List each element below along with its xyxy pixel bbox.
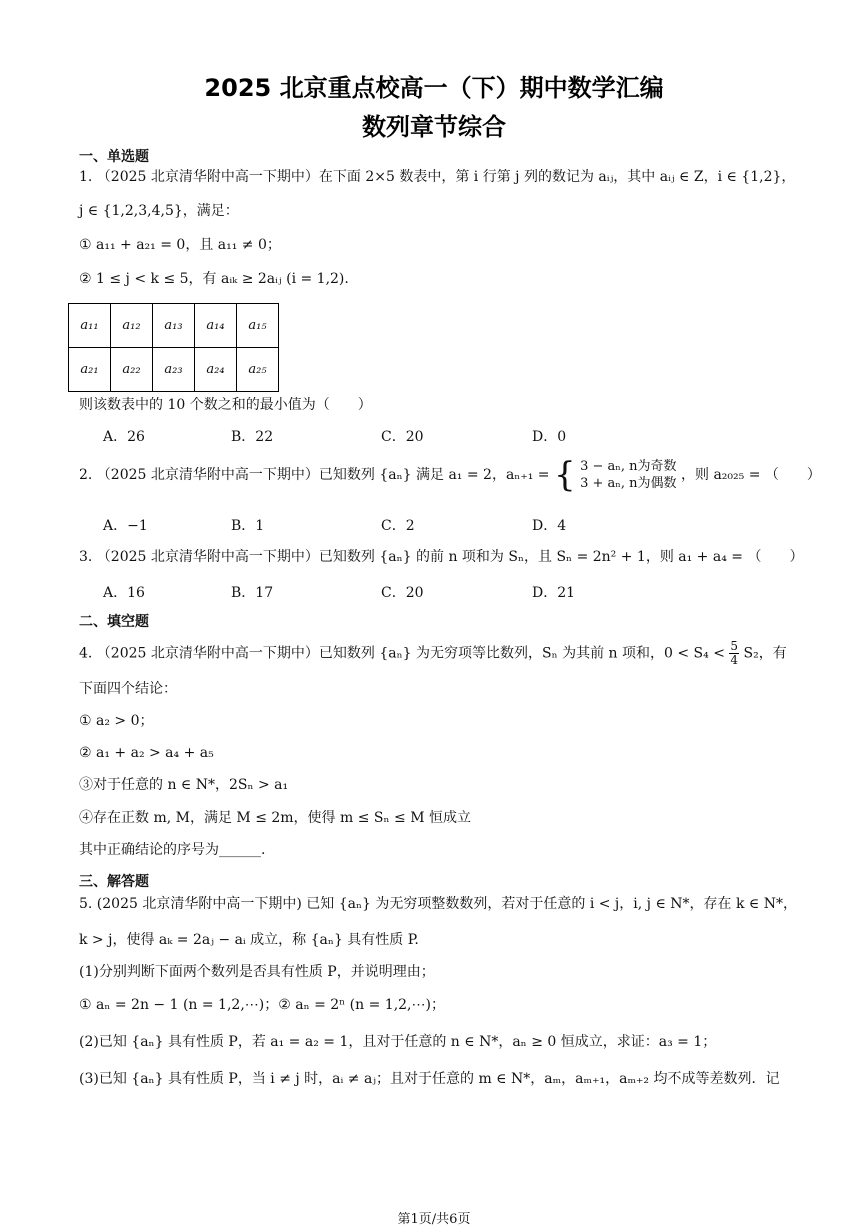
q2-option-c: C．2 (381, 518, 415, 534)
q2-option-d: D．4 (532, 518, 567, 534)
q4-stem-prefix: 4. （2025 北京清华附中高一下期中）已知数列 {aₙ} 为无穷项等比数列，Sₙ 为其前 n 项和，0 < S₄ < (79, 645, 725, 662)
table-cell: a₁₂ (111, 304, 153, 348)
q2-case-even: 3 + aₙ, n为偶数 (580, 476, 677, 491)
q4-fraction (729, 640, 739, 667)
q1-option-a: A．26 (103, 429, 145, 445)
q1-option-d: D．0 (532, 429, 567, 445)
q3-option-d: D．21 (532, 585, 576, 601)
q2-stem-suffix: ，则 a₂₀₂₅ = （ ） (681, 467, 821, 483)
table-cell: a₁₃ (153, 304, 195, 348)
q1-stem-end: 则该数表中的 10 个数之和的最小值为（ ） (79, 397, 372, 413)
q2-stem-prefix: 2. （2025 北京清华附中高一下期中）已知数列 {aₙ} 满足 a₁ = 2，aₙ₊₁ = (79, 467, 550, 483)
table-cell: a₂₅ (237, 348, 279, 392)
q5-stem-line1: 5. (2025 北京清华附中高一下期中) 已知 {aₙ} 为无穷项整数数列，若对于任意的 i < j，i, j ∈ N*，存在 k ∈ N*， (79, 896, 797, 912)
q4-stem (79, 640, 787, 667)
q2-option-a: A．−1 (103, 518, 148, 534)
q5-stem-line2: k > j，使得 aₖ = 2aⱼ − aᵢ 成立，称 {aₙ} 具有性质 P. (79, 932, 419, 948)
q4-conclusion-4: ④存在正数 m, M，满足 M ≤ 2m，使得 m ≤ Sₙ ≤ M 恒成立 (79, 810, 471, 826)
table-row (69, 348, 279, 392)
q3-stem: 3. （2025 北京清华附中高一下期中）已知数列 {aₙ} 的前 n 项和为 Sₙ，且 Sₙ = 2n² + 1，则 a₁ + a₄ = （ ） (79, 549, 804, 565)
q4-end: 其中正确结论的序号为______. (79, 842, 266, 858)
q2-case-odd: 3 − aₙ, n为奇数 (580, 459, 677, 474)
q3-option-c: C．20 (381, 585, 424, 601)
q3-option-b: B．17 (231, 585, 274, 601)
table-cell: a₂₂ (111, 348, 153, 392)
table-cell: a₂₁ (69, 348, 111, 392)
q3-option-a: A．16 (103, 585, 145, 601)
q5-part3: (3)已知 {aₙ} 具有性质 P，当 i ≠ j 时，aᵢ ≠ aⱼ；且对于任意的 m ∈ N*，aₘ，aₘ₊₁，aₘ₊₂ 均不成等差数列．记 (79, 1071, 780, 1087)
q4-conclusion-2: ② a₁ + a₂ > a₄ + a₅ (79, 745, 214, 761)
table-cell: a₁₁ (69, 304, 111, 348)
page-footer: 第1页/共6页 (397, 1212, 471, 1227)
section-heading-solutions: 三、解答题 (79, 874, 149, 890)
q1-stem-line2: j ∈ {1,2,3,4,5}，满足： (79, 203, 239, 219)
fraction-denominator: 4 (730, 653, 739, 667)
q1-option-c: C．20 (381, 429, 424, 445)
q1-number-table (68, 303, 279, 392)
section-heading-fill-blank: 二、填空题 (79, 614, 149, 630)
doc-title: 2025 北京重点校高一（下）期中数学汇编 (204, 74, 664, 102)
fraction-numerator: 5 (730, 639, 739, 653)
q2-option-b: B．1 (231, 518, 265, 534)
q1-stem-line1: 1. （2025 北京清华附中高一下期中）在下面 2×5 数表中，第 i 行第 j 列的数记为 aᵢⱼ，其中 aᵢⱼ ∈ Z，i ∈ {1,2}， (79, 169, 796, 185)
q5-part1: (1)分别判断下面两个数列是否具有性质 P，并说明理由； (79, 964, 435, 980)
q5-part1-sequences: ① aₙ = 2n − 1 (n = 1,2,⋯)；② aₙ = 2ⁿ (n = 1,2,⋯)； (79, 997, 445, 1013)
q5-part2: (2)已知 {aₙ} 具有性质 P，若 a₁ = a₂ = 1，且对于任意的 n ∈ N*，aₙ ≥ 0 恒成立，求证：a₃ = 1； (79, 1034, 717, 1050)
q1-condition-1: ① a₁₁ + a₂₁ = 0，且 a₁₁ ≠ 0； (79, 237, 281, 253)
q4-line2: 下面四个结论： (79, 681, 177, 697)
table-cell: a₁₅ (237, 304, 279, 348)
table-cell: a₁₄ (195, 304, 237, 348)
q1-condition-2: ② 1 ≤ j < k ≤ 5，有 aᵢₖ ≥ 2aᵢⱼ (i = 1,2). (79, 271, 349, 287)
doc-subtitle: 数列章节综合 (362, 113, 506, 141)
q1-option-b: B．22 (231, 429, 274, 445)
table-cell: a₂₃ (153, 348, 195, 392)
table-row (69, 304, 279, 348)
q4-conclusion-1: ① a₂ > 0； (79, 713, 154, 729)
piecewise-brace: { (554, 455, 576, 495)
table-cell: a₂₄ (195, 348, 237, 392)
q4-stem-suffix: S₂，有 (743, 645, 787, 662)
q4-conclusion-3: ③对于任意的 n ∈ N*，2Sₙ > a₁ (79, 777, 289, 793)
q2-stem (79, 455, 821, 495)
section-heading-single-choice: 一、单选题 (79, 149, 149, 165)
q2-piecewise (580, 458, 676, 492)
